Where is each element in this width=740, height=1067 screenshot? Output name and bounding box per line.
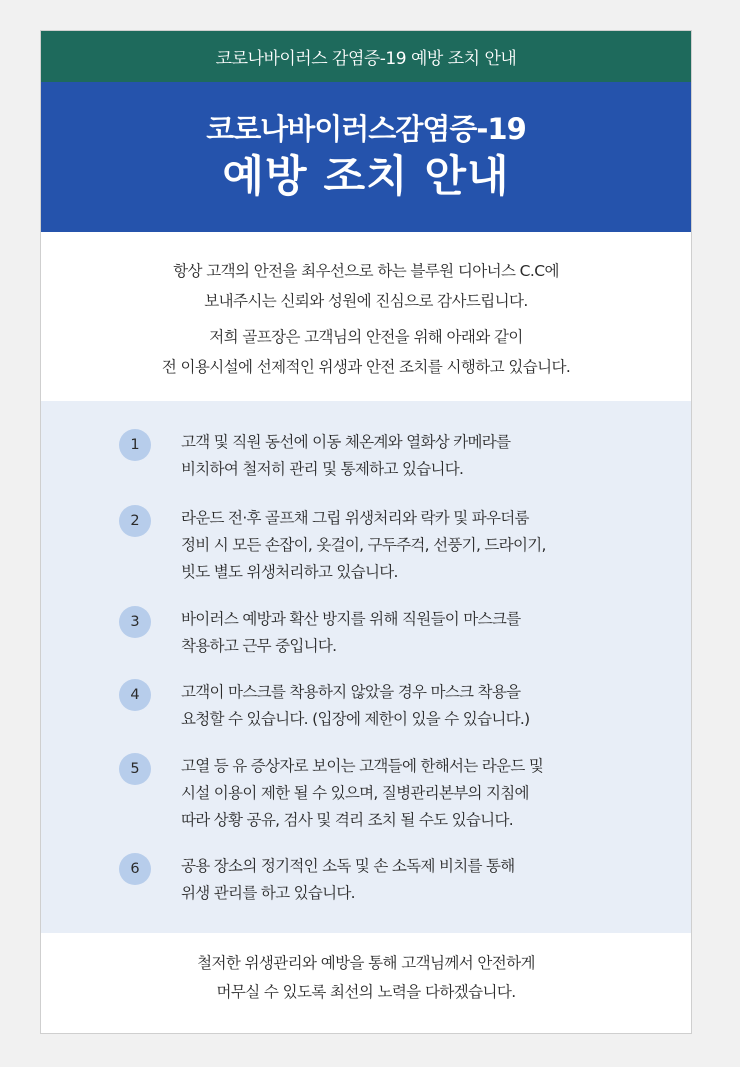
measure-line: 고열 등 유 증상자로 보이는 고객들에 한해서는 라운드 및 [181, 757, 544, 775]
measure-item-5 [119, 753, 639, 834]
hero-banner [41, 82, 691, 232]
intro-paragraph-1 [41, 256, 691, 316]
notice-card [40, 30, 692, 1034]
measure-line: 착용하고 근무 중입니다. [181, 637, 337, 655]
measure-line: 고객 및 직원 동선에 이동 체온계와 열화상 카메라를 [181, 433, 511, 451]
measure-line: 빗도 별도 위생처리하고 있습니다. [181, 563, 398, 581]
measure-line: 요청할 수 있습니다. (입장에 제한이 있을 수 있습니다.) [181, 710, 530, 728]
measure-line: 비치하여 철저히 관리 및 통제하고 있습니다. [181, 460, 464, 478]
measure-line: 라운드 전·후 골프채 그립 위생처리와 락카 및 파우더룸 [181, 509, 529, 527]
number-badge: 2 [119, 505, 151, 537]
intro-line: 저희 골프장은 고객님의 안전을 위해 아래와 같이 [209, 328, 523, 346]
measure-text [181, 606, 520, 660]
intro-text [41, 232, 691, 382]
intro-line: 보내주시는 신뢰와 성원에 진심으로 감사드립니다. [204, 292, 528, 310]
number-badge: 5 [119, 753, 151, 785]
number-badge: 4 [119, 679, 151, 711]
measure-item-4 [119, 679, 639, 733]
number-badge: 1 [119, 429, 151, 461]
measure-text [181, 505, 546, 586]
bar-title: 코로나바이러스 감염증-19 예방 조치 안내 [215, 49, 517, 69]
intro-paragraph-2 [41, 322, 691, 382]
measure-text [181, 853, 515, 907]
closing-line: 철저한 위생관리와 예방을 통해 고객님께서 안전하게 [197, 954, 535, 972]
hero-title-line2: 예방 조치 안내 [222, 152, 510, 202]
measure-line: 시설 이용이 제한 될 수 있으며, 질병관리본부의 지침에 [181, 784, 529, 802]
measure-line: 정비 시 모든 손잡이, 옷걸이, 구두주걱, 선풍기, 드라이기, [181, 536, 546, 554]
measure-text [181, 753, 543, 834]
measures-list [41, 401, 691, 933]
measure-item-3 [119, 606, 639, 660]
measure-line: 공용 장소의 정기적인 소독 및 손 소독제 비치를 통해 [181, 857, 515, 875]
measure-line: 따라 상황 공유, 검사 및 격리 조치 될 수도 있습니다. [181, 811, 513, 829]
measure-line: 고객이 마스크를 착용하지 않았을 경우 마스크 착용을 [181, 683, 521, 701]
intro-line: 전 이용시설에 선제적인 위생과 안전 조치를 시행하고 있습니다. [161, 358, 571, 376]
measure-line: 바이러스 예방과 확산 방지를 위해 직원들이 마스크를 [181, 610, 521, 628]
measure-item-1 [119, 429, 639, 483]
top-title-bar [41, 31, 691, 82]
hero-title-line1: 코로나바이러스감염증-19 [206, 112, 526, 146]
number-badge: 6 [119, 853, 151, 885]
measure-text [181, 679, 529, 733]
measure-text [181, 429, 510, 483]
measure-item-2 [119, 505, 639, 586]
number-badge: 3 [119, 606, 151, 638]
measure-line: 위생 관리를 하고 있습니다. [181, 884, 355, 902]
intro-line: 항상 고객의 안전을 최우선으로 하는 블루원 디아너스 C.C에 [173, 262, 559, 280]
closing-text [41, 949, 691, 1007]
measure-item-6 [119, 853, 639, 907]
closing-line: 머무실 수 있도록 최선의 노력을 다하겠습니다. [216, 983, 516, 1001]
